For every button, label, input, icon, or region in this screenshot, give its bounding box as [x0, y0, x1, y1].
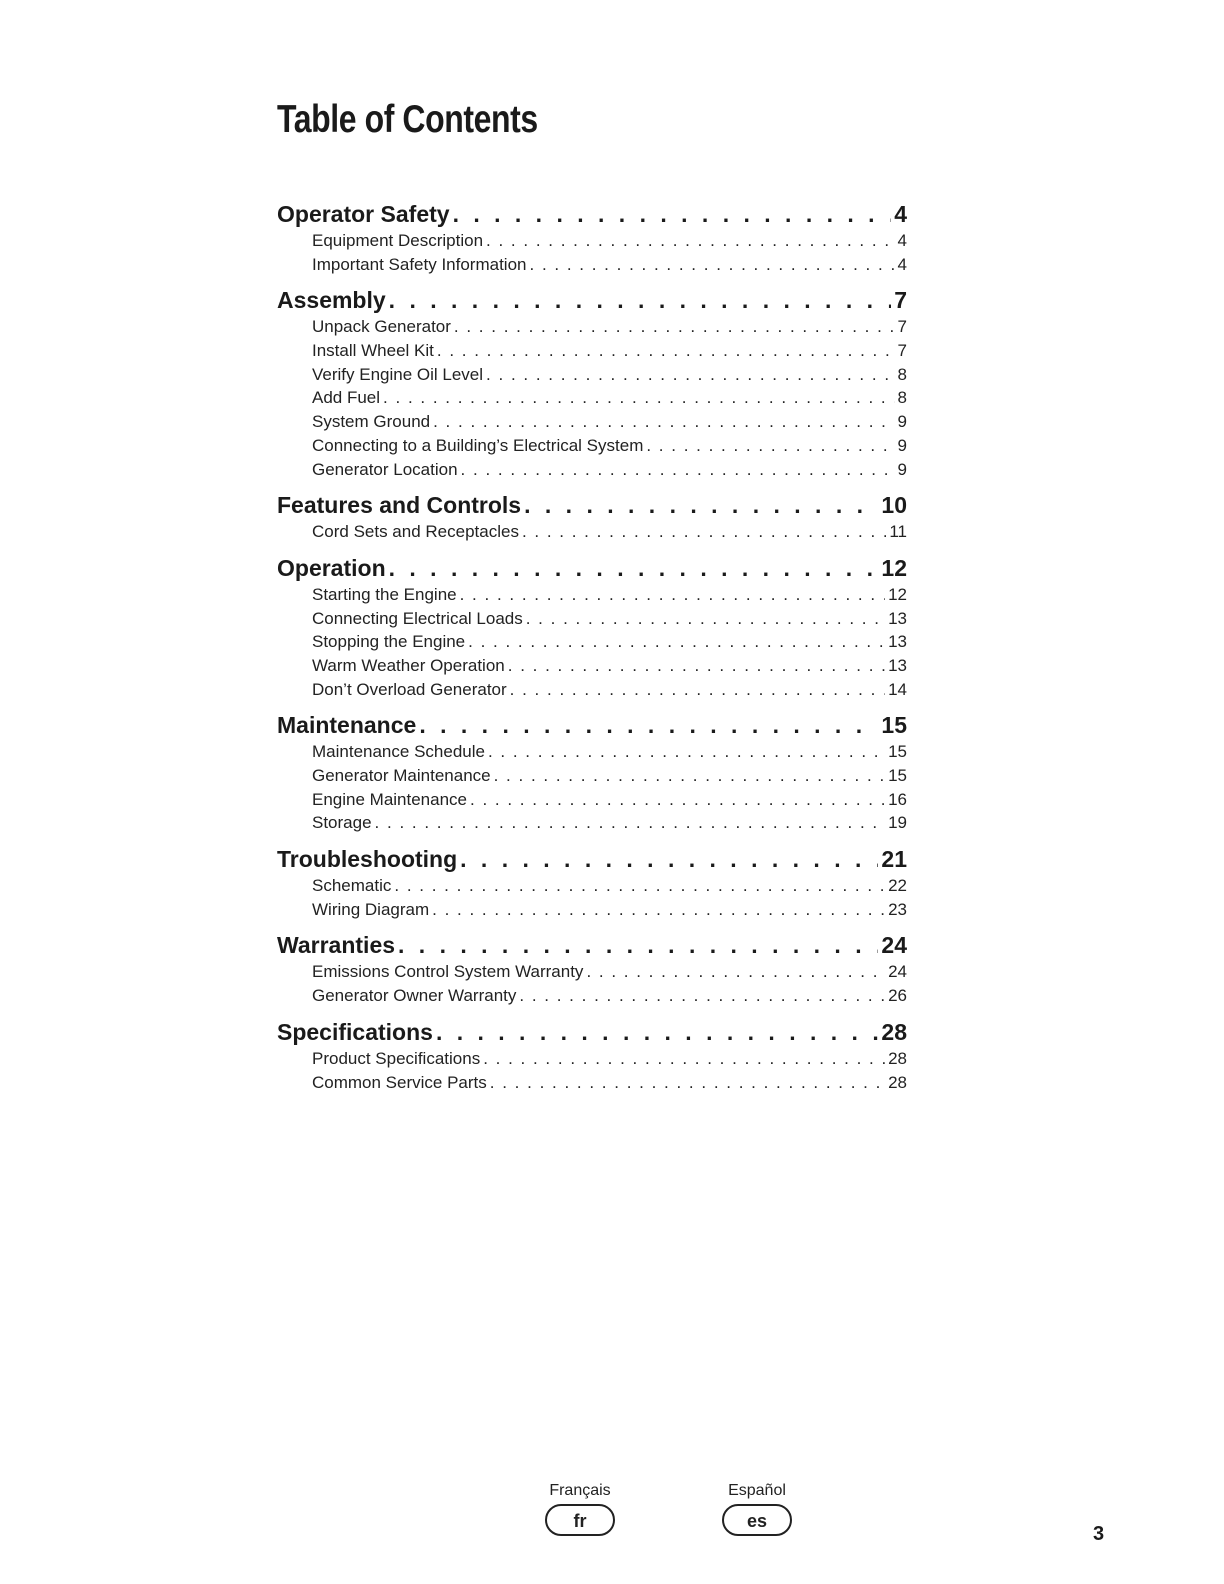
language-badge-french[interactable]: fr [545, 1504, 615, 1536]
toc-entry[interactable] [277, 811, 907, 835]
dot-leader [519, 984, 885, 1008]
toc-entry-label: Product Specifications [312, 1048, 481, 1068]
dot-leader [530, 253, 895, 277]
toc-entry-label: Engine Maintenance [312, 789, 468, 809]
toc-entry-page: 26 [888, 986, 907, 1006]
language-label-french: Français [549, 1482, 611, 1499]
toc-entry-page: 22 [888, 876, 907, 896]
toc-entry[interactable] [277, 788, 907, 812]
toc-heading[interactable] [277, 199, 907, 229]
dot-leader [486, 363, 894, 387]
toc-entry-page: 28 [888, 1048, 907, 1068]
toc-entry-page: 4 [897, 231, 907, 250]
toc-heading[interactable] [277, 1017, 907, 1047]
toc-entry[interactable] [277, 520, 907, 544]
toc-entry-page: 7 [897, 341, 907, 361]
toc-heading-label: Warranties [277, 932, 396, 959]
toc-heading-label: Operator Safety [277, 201, 450, 227]
toc-entry-page: 14 [888, 679, 907, 699]
toc-heading-page: 7 [894, 287, 907, 314]
toc-heading-page: 4 [894, 201, 907, 227]
toc-entry-page: 28 [888, 1072, 907, 1092]
toc-entry-page: 19 [888, 813, 907, 833]
toc-heading-label: Troubleshooting [277, 846, 458, 873]
toc-entry[interactable] [277, 630, 907, 654]
toc-entry-page: 8 [897, 364, 907, 384]
dot-leader [375, 811, 886, 835]
toc-entry-page: 15 [888, 742, 907, 762]
dot-leader [483, 1047, 885, 1071]
dot-leader [394, 874, 885, 898]
toc-entry[interactable] [277, 434, 907, 458]
toc-entry-label: Warm Weather Operation [312, 655, 505, 675]
page-number: 3 [1093, 1523, 1105, 1545]
dot-leader [526, 607, 885, 631]
toc-entry[interactable] [277, 898, 907, 922]
language-label-spanish: Español [728, 1482, 786, 1499]
toc-entry-page: 24 [888, 962, 907, 982]
dot-leader [437, 339, 895, 363]
toc-heading-label: Maintenance [277, 712, 417, 739]
toc-section [277, 710, 907, 835]
toc-entry-page: 11 [889, 522, 907, 542]
toc-entry[interactable] [277, 678, 907, 702]
toc-entry[interactable] [277, 363, 907, 387]
dot-leader [436, 1017, 878, 1047]
toc-entry[interactable] [277, 960, 907, 984]
language-badge-spanish[interactable]: es [722, 1504, 792, 1536]
dot-leader [460, 583, 885, 607]
toc-heading-page: 28 [881, 1018, 907, 1045]
toc-entry[interactable] [277, 607, 907, 631]
toc-entry[interactable] [277, 874, 907, 898]
toc-entry[interactable] [277, 1071, 907, 1095]
dot-leader [508, 654, 885, 678]
toc-section [277, 1017, 907, 1094]
language-link-french[interactable] [540, 1482, 620, 1536]
toc-entry[interactable] [277, 458, 907, 482]
dot-leader [586, 960, 885, 984]
toc-entry-label: Connecting Electrical Loads [312, 608, 523, 628]
toc-entry-label: Connecting to a Building’s Electrical System [312, 435, 644, 455]
toc-entry-page: 12 [888, 584, 907, 604]
toc-entry-page: 16 [888, 789, 907, 809]
dot-leader [490, 1071, 885, 1095]
dot-leader [510, 678, 885, 702]
toc-entry-label: Starting the Engine [312, 584, 457, 604]
toc-entry[interactable] [277, 386, 907, 410]
toc-heading-label: Specifications [277, 1018, 433, 1045]
dot-leader [470, 788, 885, 812]
dot-leader [389, 285, 892, 315]
toc-entry[interactable] [277, 229, 907, 253]
dot-leader [454, 315, 895, 339]
toc-entry-label: Don’t Overload Generator [312, 679, 507, 699]
toc-entry-page: 7 [897, 317, 907, 337]
dot-leader [468, 630, 885, 654]
toc-heading-label: Operation [277, 554, 386, 581]
toc-entry[interactable] [277, 740, 907, 764]
dot-leader [389, 553, 879, 583]
toc-entry-label: Generator Location [312, 459, 458, 479]
toc-entry-page: 23 [888, 899, 907, 919]
toc-entry-label: Schematic [312, 876, 392, 896]
toc-heading[interactable] [277, 553, 907, 583]
toc-entry-label: Wiring Diagram [312, 899, 430, 919]
toc-entry[interactable] [277, 984, 907, 1008]
toc-heading[interactable] [277, 490, 907, 520]
toc-heading[interactable] [277, 930, 907, 960]
toc-entry-label: Add Fuel [312, 388, 381, 408]
dot-leader [432, 898, 885, 922]
dot-leader [433, 410, 894, 434]
toc-entry-label: Generator Owner Warranty [312, 986, 517, 1006]
toc-entry-page: 13 [888, 632, 907, 652]
toc-entry-label: Stopping the Engine [312, 632, 466, 652]
dot-leader [419, 710, 878, 740]
toc-entry[interactable] [277, 253, 907, 277]
dot-leader [522, 520, 886, 544]
toc-entry-page: 8 [897, 388, 907, 408]
toc-heading-label: Features and Controls [277, 492, 522, 519]
toc-entry-page: 9 [897, 412, 907, 432]
toc-entry-label: Storage [312, 813, 372, 833]
toc-entry-page: 13 [888, 608, 907, 628]
toc-section [277, 490, 907, 544]
table-of-contents [277, 199, 907, 1103]
toc-entry-label: Cord Sets and Receptacles [312, 522, 519, 542]
dot-leader [461, 458, 895, 482]
toc-entry[interactable] [277, 339, 907, 363]
toc-entry[interactable] [277, 583, 907, 607]
dot-leader [460, 844, 878, 874]
dot-leader [524, 490, 878, 520]
toc-entry-label: Generator Maintenance [312, 766, 491, 785]
language-link-spanish[interactable] [717, 1482, 797, 1536]
toc-entry[interactable] [277, 654, 907, 678]
toc-entry-label: Important Safety Information [312, 254, 527, 274]
toc-entry-label: System Ground [312, 412, 431, 432]
toc-heading-page: 24 [881, 932, 907, 959]
toc-section [277, 553, 907, 701]
toc-section [277, 285, 907, 481]
toc-entry-page: 15 [888, 766, 907, 785]
toc-heading[interactable] [277, 710, 907, 740]
dot-leader [398, 930, 878, 960]
toc-section [277, 844, 907, 921]
toc-heading-page: 15 [881, 712, 907, 739]
dot-leader [486, 229, 895, 253]
toc-heading-page: 21 [881, 846, 907, 873]
toc-section [277, 199, 907, 276]
toc-entry[interactable] [277, 315, 907, 339]
toc-entry-label: Equipment Description [312, 231, 484, 250]
toc-entry-label: Verify Engine Oil Level [312, 364, 484, 384]
toc-entry-page: 9 [897, 459, 907, 479]
toc-entry-label: Maintenance Schedule [312, 742, 485, 762]
toc-entry-label: Common Service Parts [312, 1072, 487, 1092]
toc-entry-label: Install Wheel Kit [312, 341, 434, 361]
dot-leader [453, 199, 892, 229]
toc-entry[interactable] [277, 1047, 907, 1071]
page-title: Table of Contents [277, 98, 538, 141]
toc-heading-label: Assembly [277, 287, 386, 314]
toc-entry-label: Unpack Generator [312, 317, 451, 337]
dot-leader [646, 434, 894, 458]
dot-leader [488, 740, 885, 764]
toc-section [277, 930, 907, 1007]
toc-heading[interactable] [277, 285, 907, 315]
toc-entry-page: 4 [897, 254, 907, 274]
toc-entry[interactable] [277, 764, 907, 788]
toc-entry[interactable] [277, 410, 907, 434]
toc-heading-page: 12 [881, 554, 907, 581]
toc-heading[interactable] [277, 844, 907, 874]
toc-entry-page: 9 [897, 435, 907, 455]
dot-leader [383, 386, 894, 410]
toc-entry-label: Emissions Control System Warranty [312, 962, 584, 982]
toc-heading-page: 10 [881, 492, 907, 519]
toc-entry-page: 13 [888, 655, 907, 675]
dot-leader [494, 764, 885, 788]
